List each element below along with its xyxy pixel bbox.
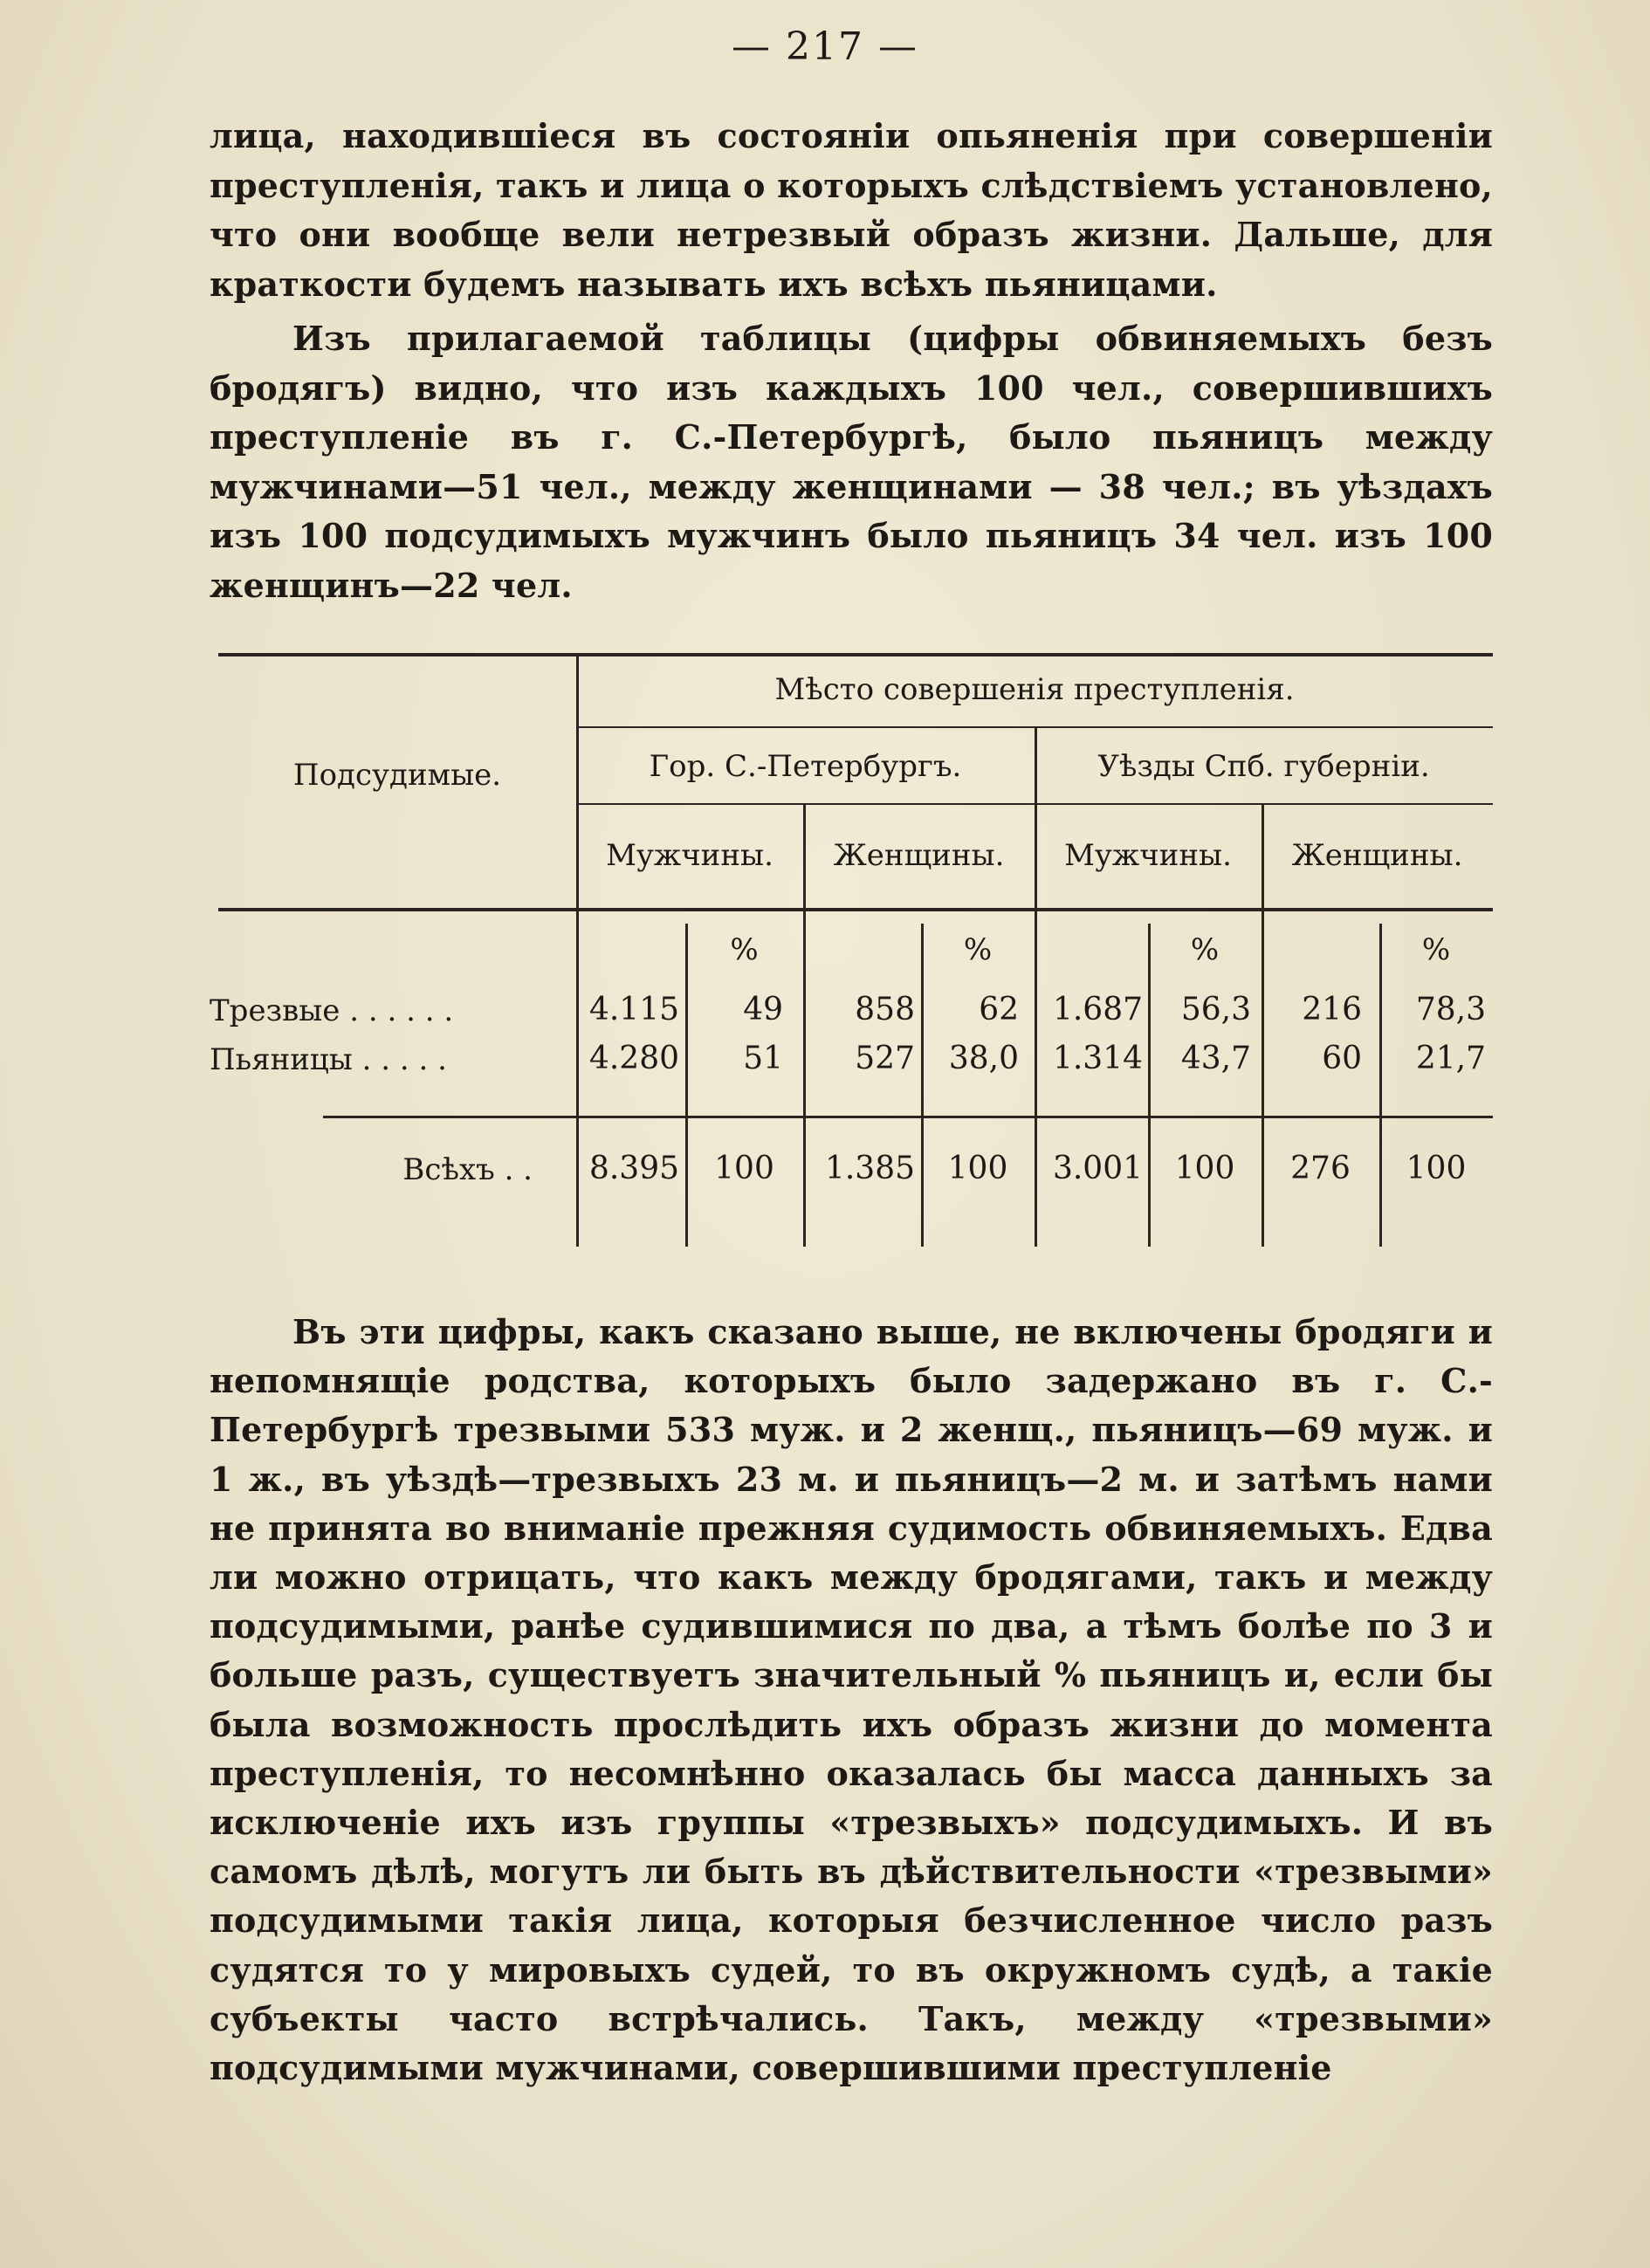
table-top-rule bbox=[218, 653, 1493, 656]
table-col-rule bbox=[1379, 924, 1382, 1247]
row-header: Подсудимые. bbox=[292, 758, 502, 793]
row-label-total: Всѣхъ . . bbox=[402, 1152, 533, 1187]
table-cell: 60 bbox=[1322, 1041, 1362, 1076]
table-col-rule bbox=[685, 924, 688, 1247]
region-uezd-header: Уѣзды Спб. губерніи. bbox=[1097, 749, 1430, 784]
paragraph-1 bbox=[210, 112, 1493, 309]
paragraph-2 bbox=[210, 314, 1493, 610]
table-cell: 100 bbox=[947, 1151, 1008, 1186]
table-cell: 1.687 bbox=[1052, 992, 1143, 1027]
uezd-men-header: Мужчины. bbox=[1064, 838, 1232, 873]
table-cell: 858 bbox=[855, 992, 915, 1027]
row-label-sober: Трезвые . . . . . . bbox=[210, 993, 454, 1028]
paragraph-3 bbox=[210, 1308, 1493, 2093]
table-cell: 527 bbox=[855, 1041, 915, 1076]
table-cell: 100 bbox=[714, 1151, 774, 1186]
table-col-rule bbox=[1148, 924, 1151, 1247]
page-number: — 217 — bbox=[732, 24, 918, 69]
place-header: Мѣсто совершенія преступленія. bbox=[774, 672, 1295, 707]
table-cell: 51 bbox=[743, 1041, 783, 1076]
paragraph-1-text: лица, находившіеся въ состояніи опьяненія при совершеніи преступленія, такъ и лица о которыхъ слѣдствіемъ установлено, что они вообще вели нетрезвый образъ жизни. Дальше, для краткости будемъ называть ихъ всѣхъ пьяницами. bbox=[210, 116, 1493, 304]
statistics-table bbox=[210, 653, 1493, 1247]
city-women-header: Женщины. bbox=[833, 838, 1005, 873]
percent-sign: % bbox=[963, 932, 993, 967]
table-cell: 1.314 bbox=[1052, 1041, 1143, 1076]
table-cell: 276 bbox=[1290, 1151, 1351, 1186]
row-label-drunkards: Пьяницы . . . . . bbox=[210, 1042, 447, 1077]
table-cell: 38,0 bbox=[948, 1041, 1019, 1076]
table-cell: 56,3 bbox=[1180, 992, 1251, 1027]
table-cell: 78,3 bbox=[1415, 992, 1486, 1027]
uezd-women-header: Женщины. bbox=[1291, 838, 1463, 873]
region-city-header: Гор. С.-Петербургъ. bbox=[649, 749, 962, 784]
table-cell: 3.001 bbox=[1052, 1151, 1143, 1186]
table-cell: 62 bbox=[979, 992, 1019, 1027]
table-cell: 100 bbox=[1406, 1151, 1467, 1186]
percent-sign: % bbox=[1190, 932, 1220, 967]
table-cell: 21,7 bbox=[1415, 1041, 1486, 1076]
table-cell: 43,7 bbox=[1180, 1041, 1251, 1076]
table-cell: 216 bbox=[1302, 992, 1362, 1027]
percent-sign: % bbox=[1421, 932, 1451, 967]
table-total-rule bbox=[323, 1116, 1493, 1118]
paragraph-3-text: Въ эти цифры, какъ сказано выше, не включены бродяги и непомнящіе родства, которыхъ было задержано въ г. С.-Петербургѣ трезвыми 533 муж. и 2 женщ., пьяницъ—69 муж. и 1 ж., въ уѣздѣ—трезвыхъ 23 м. и пьяницъ—2 м. и затѣмъ нами не принята во вниманіе прежняя судимость обвиняемыхъ. Едва ли можно отрицать, что какъ между бродягами, такъ и между подсудимыми, ранѣе судившимися по два, а тѣмъ болѣе по 3 и больше разъ, существуетъ значительный % пьяницъ и, если бы была возможность прослѣдить ихъ образъ жизни до момента преступленія, то несомнѣнно оказалась бы масса данныхъ за исключеніе ихъ изъ группы «трезвыхъ» подсудимыхъ. И въ самомъ дѣлѣ, могутъ ли быть въ дѣйствительности «трезвыми» подсудимыми такія лица, которыя безчисленное число разъ судятся то у мировыхъ судей, то въ окружномъ судѣ, а такіе субъекты часто встрѣчались. Такъ, между «трезвыми» подсудимыми мужчинами, совершившими преступленіе bbox=[210, 1312, 1493, 2088]
table-cell: 4.115 bbox=[588, 992, 679, 1027]
percent-sign: % bbox=[730, 932, 759, 967]
table-col-rule bbox=[921, 924, 924, 1247]
table-cell: 8.395 bbox=[588, 1151, 679, 1186]
city-men-header: Мужчины. bbox=[606, 838, 773, 873]
table-cell: 1.385 bbox=[824, 1151, 915, 1186]
table-cell: 4.280 bbox=[588, 1041, 679, 1076]
table-header-rule bbox=[218, 908, 1493, 911]
paragraph-2-text: Изъ прилагаемой таблицы (цифры обвиняемыхъ безъ бродягъ) видно, что изъ каждыхъ 100 чел., совершившихъ преступленіе въ г. С.-Петербургѣ, было пьяницъ между мужчинами—51 чел., между женщинами — 38 чел.; въ уѣздахъ изъ 100 подсудимыхъ мужчинъ было пьяницъ 34 чел. изъ 100 женщинъ—22 чел. bbox=[210, 319, 1493, 605]
table-cell: 49 bbox=[743, 992, 783, 1027]
table-cell: 100 bbox=[1174, 1151, 1235, 1186]
